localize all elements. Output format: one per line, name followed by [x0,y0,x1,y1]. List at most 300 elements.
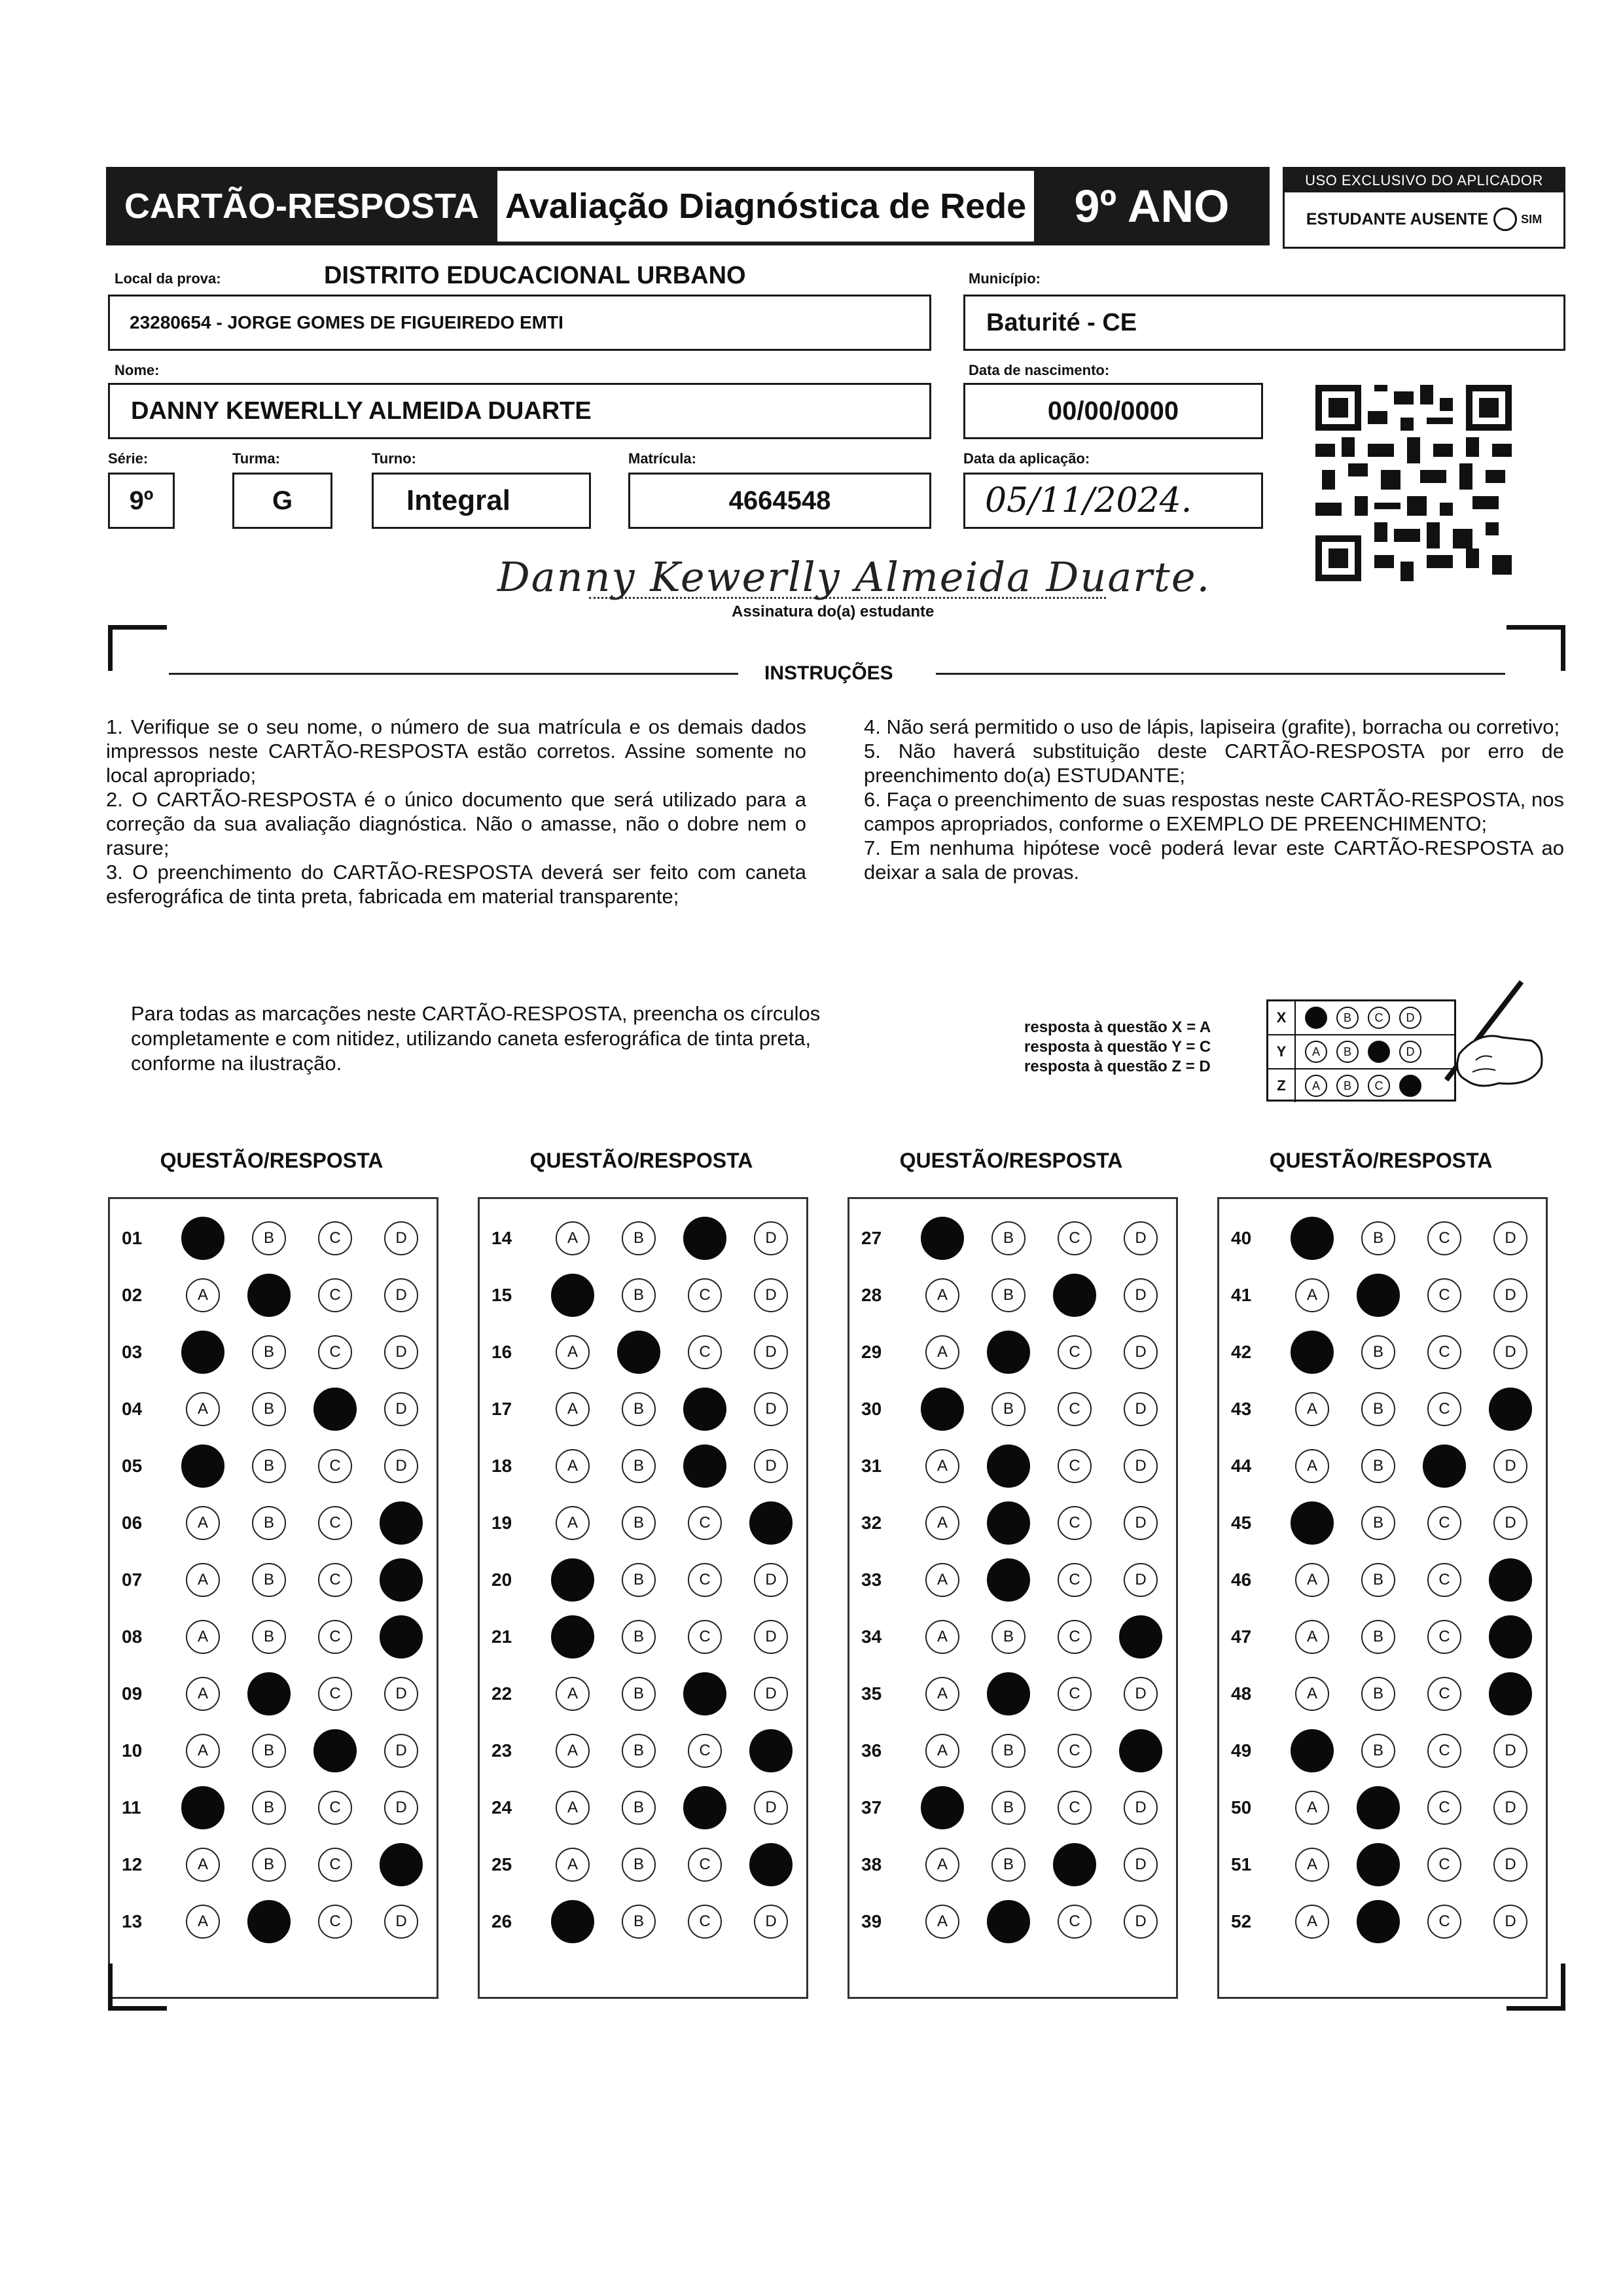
answer-bubble-c[interactable]: C [1058,1335,1092,1369]
question-number: 28 [861,1285,882,1305]
answer-bubble-b[interactable]: B [622,1905,656,1939]
answer-bubble-a[interactable]: A [556,1221,590,1255]
answer-bubble-c[interactable] [1053,1274,1096,1317]
question-number: 07 [122,1570,143,1590]
answer-bubble-d[interactable]: D [1124,1278,1158,1312]
answer-bubble-d[interactable] [749,1843,793,1886]
answer-bubble-c[interactable]: C [1427,1563,1461,1597]
answer-panel [108,1197,438,1999]
answer-bubble-c[interactable] [683,1388,726,1431]
answer-bubble-a[interactable]: A [1295,1449,1329,1483]
answer-bubble-b[interactable]: B [622,1620,656,1654]
answer-bubble-c[interactable]: C [1058,1563,1092,1597]
answer-bubble-a[interactable] [921,1388,964,1431]
answer-bubble-c[interactable] [1053,1843,1096,1886]
answer-bubble-c[interactable] [313,1388,357,1431]
answer-bubble-c[interactable]: C [1058,1392,1092,1426]
answer-bubble-b[interactable]: B [1361,1506,1395,1540]
answer-bubble-c[interactable]: C [1427,1905,1461,1939]
answer-bubble-a[interactable]: A [1295,1563,1329,1597]
answer-bubble-c[interactable]: C [1427,1620,1461,1654]
answer-bubble-b[interactable]: B [1361,1734,1395,1768]
answer-bubble-b[interactable]: B [991,1848,1026,1882]
question-number: 32 [861,1513,882,1533]
nascimento-value: 00/00/0000 [1047,396,1179,425]
answer-bubble-a[interactable]: A [925,1905,959,1939]
answer-bubble-b[interactable]: B [991,1620,1026,1654]
answer-bubble-c[interactable]: C [1058,1905,1092,1939]
answer-bubble-d[interactable]: D [1493,1791,1527,1825]
answer-row [480,1272,806,1318]
answer-bubble-d[interactable] [1119,1729,1162,1772]
answer-bubble-b[interactable] [1357,1786,1400,1829]
answer-bubble-c[interactable]: C [318,1791,352,1825]
answer-bubble-b[interactable] [247,1900,291,1943]
answer-bubble-a[interactable]: A [925,1335,959,1369]
answer-bubble-a[interactable] [921,1786,964,1829]
answer-bubble-c[interactable]: C [688,1848,722,1882]
answer-bubble-c[interactable]: C [1058,1791,1092,1825]
question-number: 02 [122,1285,143,1305]
answer-bubble-d[interactable]: D [1493,1449,1527,1483]
answer-bubble-d[interactable]: D [1124,1677,1158,1711]
answer-bubble-d[interactable]: D [384,1449,418,1483]
answer-bubble-a[interactable]: A [556,1449,590,1483]
question-number: 46 [1231,1570,1252,1590]
corner-mark-tr-v [1561,625,1565,671]
answer-bubble-d[interactable]: D [1493,1848,1527,1882]
answer-bubble-c[interactable]: C [318,1848,352,1882]
answer-bubble-c[interactable]: C [688,1278,722,1312]
nascimento-field [963,383,1263,439]
answer-bubble-b[interactable]: B [252,1449,286,1483]
answer-bubble-b[interactable]: B [622,1677,656,1711]
answer-bubble-b[interactable]: B [991,1791,1026,1825]
answer-bubble-b[interactable]: B [252,1620,286,1654]
answer-bubble-d[interactable] [749,1729,793,1772]
answer-bubble-d[interactable]: D [754,1791,788,1825]
answer-bubble-d[interactable]: D [1124,1905,1158,1939]
answer-bubble-a[interactable]: A [1295,1620,1329,1654]
answer-bubble-c[interactable]: C [1427,1278,1461,1312]
answer-bubble-d[interactable]: D [1124,1221,1158,1255]
answer-bubble-a[interactable] [551,1558,594,1602]
answer-row [849,1386,1176,1432]
example-line-x: resposta à questão X = A [1024,1018,1211,1036]
answer-bubble-d[interactable]: D [384,1335,418,1369]
question-number: 40 [1231,1228,1252,1248]
answer-bubble-a[interactable]: A [1295,1278,1329,1312]
answer-bubble-a[interactable]: A [556,1506,590,1540]
answer-bubble-d[interactable] [749,1501,793,1545]
answer-bubble-a[interactable]: A [1295,1848,1329,1882]
answer-bubble-b[interactable]: B [991,1734,1026,1768]
answer-bubble-b[interactable]: B [252,1848,286,1882]
answer-row [1219,1500,1546,1546]
answer-row [110,1728,437,1774]
answer-row [480,1671,806,1717]
answer-bubble-d[interactable] [380,1615,423,1659]
answer-bubble-d[interactable]: D [1124,1449,1158,1483]
answer-bubble-b[interactable]: B [991,1221,1026,1255]
answer-bubble-d[interactable]: D [1493,1221,1527,1255]
local-value: DISTRITO EDUCACIONAL URBANO [324,262,746,289]
answer-bubble-a[interactable]: A [1295,1905,1329,1939]
answer-bubble-a[interactable] [181,1331,224,1374]
answer-bubble-c[interactable]: C [318,1506,352,1540]
corner-mark-tl-h [108,625,167,630]
question-number: 37 [861,1797,882,1818]
answer-bubble-a[interactable]: A [186,1677,220,1711]
example-bubble: B [1336,1041,1359,1063]
answer-bubble-a[interactable]: A [925,1848,959,1882]
answer-bubble-d[interactable]: D [1124,1563,1158,1597]
answer-bubble-d[interactable]: D [754,1335,788,1369]
answer-bubble-d[interactable]: D [754,1620,788,1654]
answer-bubble-d[interactable]: D [384,1392,418,1426]
example-bubble [1305,1007,1327,1029]
answer-bubble-b[interactable]: B [622,1392,656,1426]
school-field [108,295,931,351]
answer-bubble-a[interactable]: A [186,1278,220,1312]
answer-bubble-a[interactable] [551,1274,594,1317]
example-bubble: B [1336,1007,1359,1029]
answer-bubble-b[interactable] [1357,1843,1400,1886]
corner-mark-br-v [1561,1964,1565,2011]
answer-bubble-a[interactable]: A [925,1734,959,1768]
answer-bubble-b[interactable] [617,1331,660,1374]
answer-bubble-a[interactable] [1291,1501,1334,1545]
answer-bubble-c[interactable]: C [1058,1506,1092,1540]
answer-bubble-c[interactable]: C [1427,1791,1461,1825]
answer-bubble-c[interactable]: C [688,1905,722,1939]
question-number: 27 [861,1228,882,1248]
question-number: 22 [491,1683,512,1704]
answer-bubble-b[interactable]: B [252,1335,286,1369]
answer-bubble-d[interactable] [380,1558,423,1602]
answer-row [849,1671,1176,1717]
answer-bubble-b[interactable]: B [252,1791,286,1825]
aplicador-box [1283,167,1565,249]
answer-row [110,1443,437,1489]
answer-bubble-b[interactable]: B [622,1848,656,1882]
answer-bubble-c[interactable]: C [1058,1449,1092,1483]
answer-bubble-d[interactable]: D [384,1734,418,1768]
answer-bubble-a[interactable] [181,1217,224,1260]
answer-bubble-a[interactable]: A [556,1791,590,1825]
answer-row [110,1215,437,1261]
answer-bubble-b[interactable]: B [252,1392,286,1426]
answer-row [110,1899,437,1945]
answer-bubble-b[interactable]: B [622,1563,656,1597]
ausente-checkbox[interactable] [1493,207,1517,231]
answer-bubble-b[interactable]: B [252,1506,286,1540]
answer-row [849,1329,1176,1375]
answer-row [480,1614,806,1660]
answer-bubble-b[interactable]: B [622,1449,656,1483]
answer-bubble-a[interactable]: A [925,1449,959,1483]
answer-bubble-d[interactable] [380,1843,423,1886]
question-number: 01 [122,1228,143,1248]
answer-bubble-c[interactable]: C [318,1905,352,1939]
municipio-field [963,295,1565,351]
answer-bubble-a[interactable]: A [186,1848,220,1882]
answer-bubble-b[interactable]: B [622,1734,656,1768]
answer-bubble-b[interactable] [987,1558,1030,1602]
answer-bubble-b[interactable] [1357,1274,1400,1317]
answer-bubble-a[interactable] [1291,1331,1334,1374]
answer-bubble-d[interactable]: D [384,1278,418,1312]
answer-bubble-a[interactable]: A [186,1620,220,1654]
answer-bubble-a[interactable]: A [186,1506,220,1540]
nascimento-label: Data de nascimento: [969,362,1110,378]
answer-bubble-b[interactable]: B [622,1278,656,1312]
question-number: 19 [491,1513,512,1533]
answer-bubble-c[interactable] [683,1786,726,1829]
answer-row [1219,1386,1546,1432]
answer-bubble-a[interactable]: A [556,1392,590,1426]
answer-bubble-d[interactable]: D [1493,1506,1527,1540]
corner-mark-tl-v [108,625,113,671]
question-number: 15 [491,1285,512,1305]
signature-line [589,597,1106,599]
answer-bubble-d[interactable]: D [1493,1905,1527,1939]
answer-bubble-d[interactable]: D [384,1221,418,1255]
question-number: 13 [122,1911,143,1931]
answer-row [110,1785,437,1831]
answer-bubble-c[interactable]: C [318,1563,352,1597]
question-number: 24 [491,1797,512,1818]
answer-bubble-c[interactable]: C [1427,1734,1461,1768]
answer-bubble-a[interactable]: A [1295,1677,1329,1711]
answer-bubble-b[interactable]: B [252,1563,286,1597]
answer-bubble-a[interactable]: A [186,1563,220,1597]
answer-bubble-b[interactable] [247,1672,291,1715]
answer-bubble-b[interactable]: B [622,1506,656,1540]
answer-bubble-a[interactable]: A [1295,1791,1329,1825]
answer-row [1219,1671,1546,1717]
answer-bubble-b[interactable]: B [991,1278,1026,1312]
aplicacao-value: 05/11/2024. [985,481,1192,520]
answer-bubble-c[interactable]: C [1427,1506,1461,1540]
example-bubble: A [1305,1075,1327,1097]
instructions-rule-right [936,673,1505,675]
question-number: 16 [491,1342,512,1362]
answer-bubble-a[interactable]: A [925,1677,959,1711]
answer-bubble-a[interactable]: A [186,1905,220,1939]
answer-bubble-b[interactable]: B [1361,1335,1395,1369]
answer-bubble-d[interactable] [1489,1615,1532,1659]
answer-bubble-d[interactable] [1119,1615,1162,1659]
answer-bubble-c[interactable]: C [318,1449,352,1483]
answer-bubble-a[interactable]: A [1295,1392,1329,1426]
answer-bubble-a[interactable]: A [556,1848,590,1882]
question-number: 05 [122,1456,143,1476]
answer-bubble-c[interactable]: C [1058,1677,1092,1711]
answer-bubble-b[interactable]: B [1361,1221,1395,1255]
answer-bubble-b[interactable]: B [252,1734,286,1768]
serie-value: 9º [129,486,154,515]
answer-bubble-b[interactable] [247,1274,291,1317]
answer-bubble-d[interactable] [380,1501,423,1545]
answer-bubble-c[interactable]: C [688,1563,722,1597]
answer-bubble-b[interactable]: B [1361,1677,1395,1711]
answer-bubble-c[interactable]: C [1427,1392,1461,1426]
answer-bubble-c[interactable]: C [318,1278,352,1312]
answer-bubble-a[interactable]: A [186,1734,220,1768]
answer-bubble-c[interactable]: C [1427,1221,1461,1255]
answer-bubble-a[interactable] [921,1217,964,1260]
answer-row [849,1500,1176,1546]
answer-bubble-c[interactable]: C [1058,1221,1092,1255]
corner-mark-tr-h [1507,625,1565,630]
answer-bubble-b[interactable]: B [622,1791,656,1825]
answer-bubble-d[interactable]: D [754,1905,788,1939]
answer-bubble-d[interactable]: D [384,1677,418,1711]
answer-bubble-c[interactable]: C [1427,1335,1461,1369]
turma-value: G [272,486,293,515]
answer-bubble-c[interactable]: C [688,1734,722,1768]
answer-row [110,1557,437,1603]
answer-bubble-c[interactable]: C [318,1620,352,1654]
answer-bubble-a[interactable]: A [925,1506,959,1540]
answer-bubble-b[interactable]: B [991,1392,1026,1426]
turma-label: Turma: [232,450,280,467]
answer-bubble-d[interactable]: D [754,1449,788,1483]
answer-bubble-c[interactable]: C [1427,1848,1461,1882]
answer-bubble-d[interactable]: D [1124,1335,1158,1369]
matricula-field [628,473,931,529]
aplicacao-field [963,473,1263,529]
answer-bubble-a[interactable]: A [925,1278,959,1312]
answer-bubble-c[interactable]: C [1427,1677,1461,1711]
question-number: 39 [861,1911,882,1931]
answer-bubble-a[interactable] [1291,1729,1334,1772]
instruction-1: 1. Verifique se o seu nome, o número de sua matrícula e os demais dados impressos neste CARTÃO-RESPOSTA estão corretos. Assine somente no local apropriado; [106,715,806,787]
answer-bubble-c[interactable] [683,1444,726,1488]
answer-row [480,1329,806,1375]
signature: Danny Kewerlly Almeida Duarte. [497,553,1211,601]
question-number: 09 [122,1683,143,1704]
question-number: 45 [1231,1513,1252,1533]
answer-bubble-d[interactable]: D [1493,1335,1527,1369]
answer-bubble-b[interactable] [987,1672,1030,1715]
answer-bubble-a[interactable]: A [556,1734,590,1768]
answer-bubble-c[interactable] [683,1672,726,1715]
answer-bubble-d[interactable]: D [1493,1734,1527,1768]
answer-bubble-b[interactable]: B [1361,1392,1395,1426]
answer-bubble-d[interactable] [1489,1672,1532,1715]
instructions-right [864,715,1564,884]
answer-bubble-b[interactable]: B [1361,1620,1395,1654]
instruction-7: 7. Em nenhuma hipótese você poderá levar este CARTÃO-RESPOSTA ao deixar a sala de provas. [864,836,1564,884]
answer-bubble-b[interactable] [987,1331,1030,1374]
card-title: CARTÃO-RESPOSTA [106,167,497,245]
answer-row [849,1785,1176,1831]
answer-bubble-b[interactable] [1357,1900,1400,1943]
answer-bubble-b[interactable] [987,1444,1030,1488]
answer-bubble-a[interactable] [181,1444,224,1488]
answer-bubble-c[interactable] [1423,1444,1466,1488]
example-line-y: resposta à questão Y = C [1024,1038,1211,1056]
answer-row [1219,1842,1546,1888]
question-number: 18 [491,1456,512,1476]
answer-bubble-c[interactable] [683,1217,726,1260]
answer-row [1219,1215,1546,1261]
question-number: 10 [122,1740,143,1761]
answer-bubble-b[interactable] [987,1900,1030,1943]
answer-bubble-a[interactable]: A [186,1392,220,1426]
instruction-4: 4. Não será permitido o uso de lápis, lapiseira (grafite), borracha ou corretivo; [864,715,1560,738]
answer-row [1219,1614,1546,1660]
corner-mark-bl-h [108,2006,167,2011]
answer-bubble-d[interactable]: D [1124,1848,1158,1882]
answer-bubble-d[interactable]: D [1124,1791,1158,1825]
answer-bubble-a[interactable]: A [925,1620,959,1654]
answer-bubble-c[interactable]: C [318,1335,352,1369]
answer-row [110,1671,437,1717]
answer-bubble-a[interactable] [1291,1217,1334,1260]
answer-bubble-d[interactable]: D [754,1392,788,1426]
answer-bubble-d[interactable]: D [754,1563,788,1597]
answer-bubble-a[interactable] [551,1615,594,1659]
answer-bubble-b[interactable]: B [1361,1449,1395,1483]
answer-bubble-c[interactable]: C [688,1620,722,1654]
answer-bubble-a[interactable]: A [556,1335,590,1369]
sim-label: SIM [1521,212,1543,226]
example-row-label: X [1268,1001,1296,1034]
answer-bubble-d[interactable]: D [384,1905,418,1939]
answer-bubble-d[interactable]: D [754,1677,788,1711]
instruction-2: 2. O CARTÃO-RESPOSTA é o único documento que será utilizado para a correção da sua avaliação diagnóstica. Não o amasse, não o dobre nem o rasure; [106,788,806,859]
answer-bubble-c[interactable]: C [1058,1734,1092,1768]
answer-bubble-d[interactable]: D [754,1221,788,1255]
answer-bubble-c[interactable]: C [1058,1620,1092,1654]
answer-bubble-b[interactable] [987,1501,1030,1545]
answer-bubble-c[interactable] [313,1729,357,1772]
answer-bubble-d[interactable]: D [1124,1506,1158,1540]
answer-row [480,1899,806,1945]
answer-row [1219,1728,1546,1774]
answer-row [1219,1899,1546,1945]
answer-bubble-b[interactable]: B [622,1221,656,1255]
example-line-z: resposta à questão Z = D [1024,1058,1211,1075]
answer-bubble-c[interactable]: C [688,1335,722,1369]
answer-bubble-d[interactable]: D [1124,1392,1158,1426]
answer-bubble-d[interactable]: D [1493,1278,1527,1312]
answer-bubble-a[interactable] [551,1900,594,1943]
question-number: 29 [861,1342,882,1362]
answer-bubble-a[interactable]: A [925,1563,959,1597]
answer-bubble-a[interactable]: A [556,1677,590,1711]
answer-bubble-c[interactable]: C [318,1677,352,1711]
answer-bubble-c[interactable]: C [318,1221,352,1255]
answer-bubble-d[interactable]: D [754,1278,788,1312]
answer-bubble-d[interactable] [1489,1558,1532,1602]
answer-bubble-d[interactable]: D [384,1791,418,1825]
answer-row [849,1899,1176,1945]
instruction-3: 3. O preenchimento do CARTÃO-RESPOSTA deverá ser feito com caneta esferográfica de tinta preta, fabricada em material transparente; [106,861,806,908]
municipio-value: Baturité - CE [986,308,1137,336]
answer-row [480,1557,806,1603]
answer-bubble-a[interactable] [181,1786,224,1829]
answer-bubble-b[interactable]: B [252,1221,286,1255]
example-lines [1024,1018,1211,1077]
answer-bubble-c[interactable]: C [688,1506,722,1540]
answer-bubble-b[interactable]: B [1361,1563,1395,1597]
answer-bubble-d[interactable] [1489,1388,1532,1431]
grade-title: 9º ANO [1034,167,1270,245]
